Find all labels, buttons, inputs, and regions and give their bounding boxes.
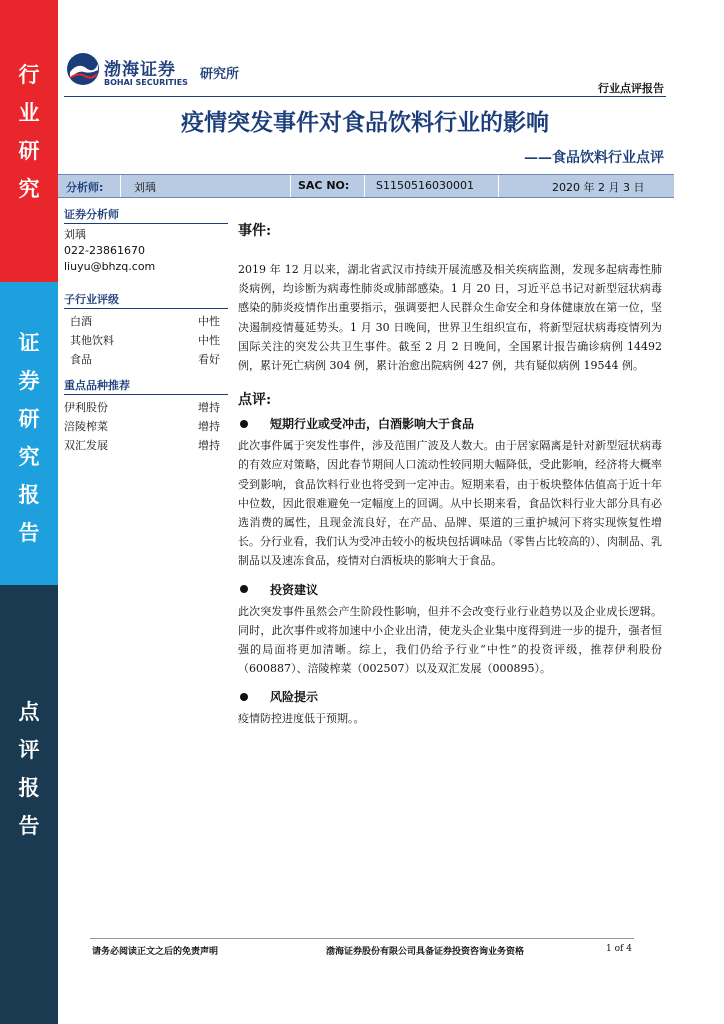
rating-value: 看好: [198, 353, 220, 366]
stock-row: [64, 398, 228, 417]
sidebar-block-comment-report: [0, 585, 58, 1024]
footer-disclaimer: 请务必阅读正文之后的免责声明: [92, 947, 219, 957]
bullet-heading: [238, 581, 662, 598]
analyst-info-bar: [58, 174, 674, 198]
bullet-dot-icon: [240, 585, 248, 593]
sidebar-block-industry-research: [0, 0, 58, 282]
bullet-title: 投资建议: [270, 582, 319, 597]
sidebar-char: 告: [18, 520, 40, 545]
bullet-dot-icon: [240, 693, 248, 701]
rating-row: [64, 312, 228, 331]
report-type: 行业点评报告: [598, 82, 664, 95]
analyst-email: liuyu@bhzq.com: [64, 260, 156, 273]
analyst-label: 分析师:: [66, 181, 104, 194]
brand-name-cn: 渤海证券: [104, 60, 176, 80]
rating-value: 中性: [198, 334, 220, 347]
bar-divider: [364, 175, 365, 197]
stock-rating: 增持: [198, 420, 220, 433]
sidebar-char: 点: [18, 699, 40, 724]
stock-row: [64, 436, 228, 455]
bullet-paragraph: 此次事件属于突发性事件，涉及范围广波及人数大。由于居家隔离是针对新型冠状病毒的有效应对策略，因此春节期间人口流动性较同期大幅降低，受此影响，经济将大概率受到影响，食品饮料行业也将受到一定冲击。短期来看，由于板块整体估值高于近十年中位数，因此很难避免一定幅度上的回调。从中长期来看，食品饮料行业大部分具有必选消费的属性，且现金流良好，在产品、品牌、渠道的三重护城河下将实现恢复性增长。分行业看，我们认为受冲击较小的板块包括调味品（零售占比较高的）、肉制品、乳制品以及速冻食品，疫情对白酒板块的影响大于食品。: [238, 439, 662, 568]
header-rule: [64, 96, 666, 97]
bar-divider: [498, 175, 499, 197]
main-content: [238, 220, 662, 729]
bullet-paragraph: 此次突发事件虽然会产生阶段性影响，但并不会改变行业行业趋势以及企业成长逻辑。同时，此次事件或将加速中小企业出清，使龙头企业集中度得到进一步的提升，强者恒强的局面将更加清晰。综上，我们仍给予行业“中性”的投资评级，推荐伊利股份（600887）、涪陵榨菜（002507）以及双汇发展（000895）。: [238, 604, 662, 676]
sidebar-char: 研: [18, 138, 40, 163]
sac-number: S1150516030001: [376, 179, 474, 192]
rating-value: 中性: [198, 315, 220, 328]
sidebar-char: 告: [18, 813, 40, 838]
stock-name: 伊利股份: [64, 401, 108, 414]
analyst-phone: 022-23861670: [64, 244, 145, 257]
stock-name: 涪陵榨菜: [64, 420, 108, 433]
stock-rating: 增持: [198, 401, 220, 414]
stock-name: 双汇发展: [64, 439, 108, 452]
rating-name: 白酒: [70, 315, 92, 328]
bullet-paragraph: 疫情防控进度低于预期。。: [238, 712, 365, 726]
stock-section-title: 重点品种推荐: [64, 377, 228, 395]
sidebar-char: 报: [18, 482, 40, 507]
stock-rating: 增持: [198, 439, 220, 452]
bullet-title: 短期行业或受冲击，白酒影响大于食品: [270, 417, 475, 432]
sac-label: SAC NO:: [298, 179, 350, 192]
report-date: 2020 年 2 月 3 日: [552, 181, 645, 194]
page-number: 1 of 4: [606, 944, 632, 954]
rating-name: 其他饮料: [70, 334, 114, 347]
sidebar-char: 报: [18, 775, 40, 800]
bar-divider: [120, 175, 121, 197]
sidebar-char: 究: [18, 176, 40, 201]
analyst-contact-name: 刘瑀: [64, 228, 86, 241]
rating-name: 食品: [70, 353, 92, 366]
brand-name-en: BOHAI SECURITIES: [104, 78, 188, 87]
sidebar-char: 评: [18, 737, 40, 762]
sidebar-char: 行: [18, 62, 40, 87]
footer-rule: [90, 938, 634, 939]
sidebar-char: 业: [18, 100, 40, 125]
page-subtitle: ——食品饮料行业点评: [524, 150, 664, 166]
rating-section-title: 子行业评级: [64, 291, 228, 309]
institute-name: 研究所: [200, 67, 240, 82]
comment-heading: 点评:: [238, 392, 272, 409]
rating-row: [64, 331, 228, 350]
sidebar-char: 证: [18, 330, 40, 355]
sidebar-char: 券: [18, 368, 40, 393]
bullet-dot-icon: [240, 420, 248, 428]
bullet-heading: [238, 415, 662, 432]
stock-row: [64, 417, 228, 436]
bar-divider: [290, 175, 291, 197]
bullet-title: 风险提示: [270, 690, 319, 705]
sidebar-char: 研: [18, 406, 40, 431]
left-info-column: [64, 206, 228, 455]
analyst-section-title: 证券分析师: [64, 206, 228, 224]
sidebar-block-securities-report: [0, 282, 58, 585]
event-heading: 事件:: [238, 223, 272, 239]
bullet-heading: [238, 688, 662, 705]
page-title: 疫情突发事件对食品饮料行业的影响: [181, 109, 549, 136]
event-paragraph: 2019 年 12 月以来，湖北省武汉市持续开展流感及相关疾病监测，发现多起病毒性肺炎病例，均诊断为病毒性肺炎或肺部感染。1 月 20 日，习近平总书记对新型冠状病毒感染的肺炎疫情作出重要指示，强调要把人民群众生命安全和身体健康放在第一位，坚决遏制疫情蔓延势头。1 月 30 日晚间，世界卫生组织宣布，将新型冠状病毒疫情列为国际关注的突发公共卫生事件。截至 2 月 2 日晚间，全国累计报告确诊病例 14492 例，累计死亡病例 304 例，累计治愈出院病例 427 例，共有疑似病例 19544 例。: [238, 263, 662, 373]
sidebar-char: 究: [18, 444, 40, 469]
footer-company: 渤海证券股份有限公司具备证券投资咨询业务资格: [326, 947, 525, 957]
analyst-name: 刘瑀: [134, 181, 156, 194]
left-sidebar: [0, 0, 58, 1024]
rating-row: [64, 350, 228, 369]
bohai-logo-icon: [66, 52, 100, 86]
